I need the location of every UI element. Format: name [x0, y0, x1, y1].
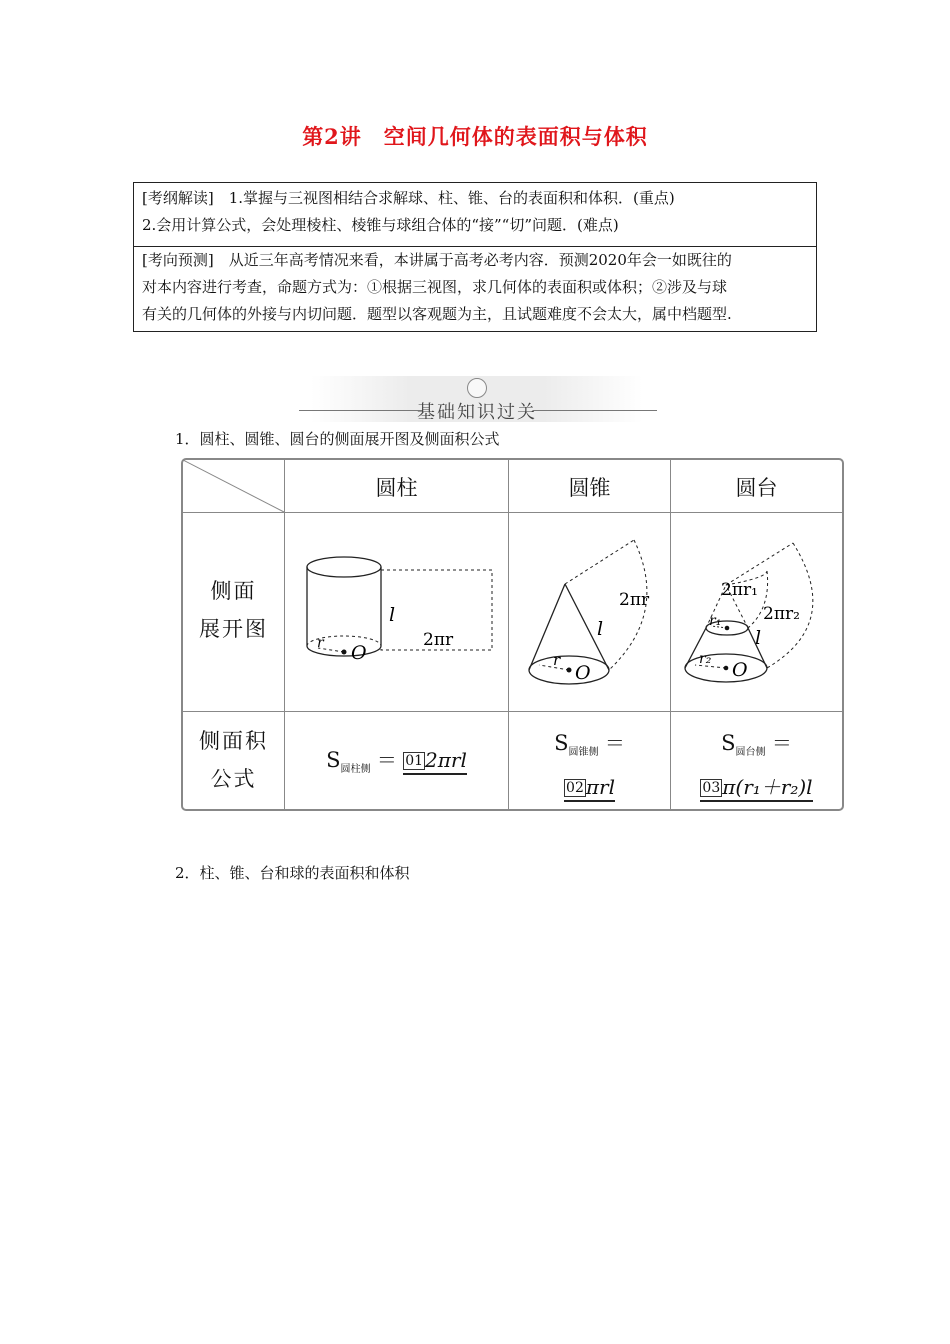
syllabus-line-1: [考纲解读] 1.掌握与三视图相结合求解球、柱、锥、台的表面积和体积．(重点) [142, 189, 675, 207]
intro-box [133, 182, 817, 332]
corner-diagonal [183, 460, 285, 513]
formula-cylinder: $S_{圆柱侧} = 01$ 2πrl [326, 748, 467, 775]
cone-l-label: l [597, 618, 604, 640]
frustum-development-figure [671, 513, 842, 711]
frustum-O-label: O [732, 659, 748, 681]
cylinder-O-label: O [351, 642, 367, 664]
header-cylinder: 圆柱 [375, 476, 418, 500]
formula-cone: $S_{圆锥侧}$ ＝ 02 πrl [509, 726, 670, 804]
frustum-r1-label: r₁ [709, 613, 722, 629]
cone-development-figure [509, 513, 670, 711]
blank-02: 02 [566, 780, 584, 796]
banner-title: 基础知识过关 [417, 402, 537, 423]
header-frustum: 圆台 [735, 476, 778, 500]
forecast-line-1: [考向预测] 从近三年高考情况来看，本讲属于高考必考内容．预测2020年会一如既往的 [142, 251, 732, 269]
frustum-top-arc-label: 2πr₁ [721, 580, 758, 600]
cylinder-circumference-label: 2πr [423, 630, 454, 650]
header-cone: 圆锥 [568, 476, 611, 500]
forecast-section [134, 247, 816, 328]
page-title: 第2讲 空间几何体的表面积与体积 [302, 124, 648, 149]
frustum-r2-label: r₂ [699, 651, 712, 667]
cone-circumference-label: 2πr [619, 590, 650, 610]
formula-frustum: $S_{圆台侧}$ ＝ 03 π(r₁＋r₂)l [671, 726, 842, 804]
forecast-line-3: 有关的几何体的外接与内切问题．题型以客观题为主，且试题难度不会太大，属中档题型. [142, 305, 732, 323]
blank-01: 01 [405, 753, 424, 769]
row-label-formula: 侧面积 公式 [199, 729, 268, 791]
syllabus-line-2: 2.会用计算公式，会处理棱柱、棱锥与球组合体的“接”“切”问题．(难点) [142, 216, 619, 234]
cylinder-r-label: r [317, 635, 324, 651]
syllabus-section [134, 183, 816, 247]
section-1-heading: 1．圆柱、圆锥、圆台的侧面展开图及侧面积公式 [175, 430, 500, 448]
forecast-line-2: 对本内容进行考查，命题方式为：①根据三视图，求几何体的表面积或体积；②涉及与球 [142, 278, 728, 296]
cylinder-development-figure [285, 513, 508, 711]
formula-table [181, 458, 844, 811]
row-label-development: 侧面 展开图 [199, 579, 268, 641]
frustum-l-label: l [755, 627, 762, 649]
frustum-bottom-arc-label: 2πr₂ [763, 604, 800, 624]
blank-03: 03 [702, 780, 721, 796]
section-2-heading: 2．柱、锥、台和球的表面积和体积 [175, 864, 410, 882]
cone-O-label: O [575, 662, 591, 684]
cylinder-l-label: l [389, 604, 396, 626]
cone-r-label: r [553, 651, 561, 669]
section-banner [271, 376, 683, 424]
leaf-emblem-icon [467, 378, 487, 398]
